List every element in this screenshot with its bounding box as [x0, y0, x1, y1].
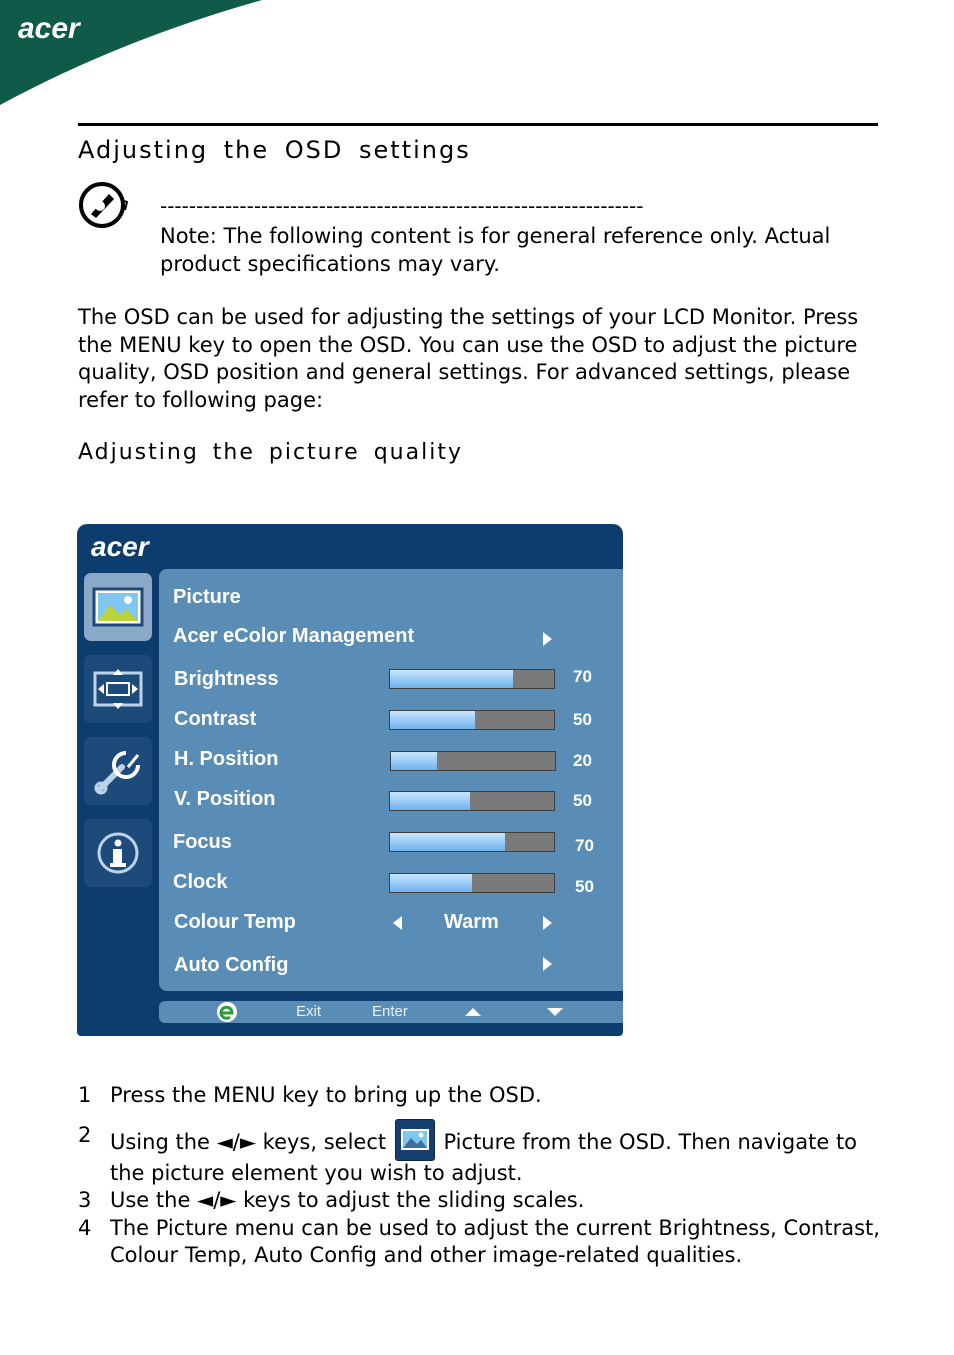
step-text: Use the ◄/► keys to adjust the sliding scales. — [110, 1188, 585, 1212]
exit-button[interactable]: Exit — [296, 1003, 322, 1020]
menu-item-colour-temp[interactable]: Colour Temp — [174, 911, 296, 933]
tab-settings[interactable] — [84, 737, 152, 805]
step-number: 2 — [78, 1123, 92, 1147]
menu-item-brightness[interactable]: Brightness — [174, 668, 279, 690]
menu-item-v-position[interactable]: V. Position — [174, 788, 276, 810]
subsection-title: Adjusting the picture quality — [78, 440, 463, 465]
menu-item-auto-config[interactable]: Auto Config — [174, 954, 289, 976]
empowering-e-icon[interactable] — [215, 1001, 239, 1023]
menu-item-contrast[interactable]: Contrast — [174, 708, 257, 730]
menu-item-clock[interactable]: Clock — [173, 871, 228, 893]
step-number: 1 — [78, 1083, 92, 1107]
h-position-value: 20 — [573, 751, 592, 770]
colour-temp-right-arrow-icon[interactable] — [543, 916, 552, 930]
brightness-slider[interactable] — [389, 669, 555, 689]
note-icon — [78, 180, 130, 230]
picture-icon — [395, 1119, 435, 1161]
auto-config-arrow-icon — [543, 957, 552, 971]
focus-value: 70 — [575, 836, 594, 855]
contrast-value: 50 — [573, 710, 592, 729]
wrench-icon — [92, 745, 144, 797]
step-number: 4 — [78, 1216, 92, 1240]
h-position-slider[interactable] — [390, 751, 556, 771]
step-number: 3 — [78, 1188, 92, 1212]
ecolor-arrow-icon — [543, 632, 552, 646]
osd-panel — [77, 524, 623, 1036]
svg-text:acer: acer — [91, 531, 149, 562]
menu-item-ecolor[interactable]: Acer eColor Management — [173, 625, 415, 647]
contrast-slider[interactable] — [389, 710, 555, 730]
tab-information[interactable] — [84, 819, 152, 887]
picture-menu — [159, 569, 623, 991]
clock-value: 50 — [575, 877, 594, 896]
up-arrow-icon[interactable] — [465, 1008, 481, 1016]
menu-item-focus[interactable]: Focus — [173, 831, 232, 853]
intro-paragraph: The OSD can be used for adjusting the settings of your LCD Monitor. Press the MENU key to open the OSD. You can use the OSD to adjust the picture quality, OSD position and general settings. For advanced settings, please refer to following page: — [78, 305, 859, 412]
down-arrow-icon[interactable] — [547, 1008, 563, 1016]
v-position-slider[interactable] — [389, 791, 555, 811]
menu-item-h-position[interactable]: H. Position — [174, 748, 279, 770]
header-rule — [78, 123, 878, 126]
brightness-value: 70 — [573, 667, 592, 686]
note-text: Note: The following content is for general reference only. Actual product specifications may vary. — [160, 224, 831, 276]
info-icon — [92, 827, 144, 879]
note-divider: ------------------------------------------------------------------- — [160, 194, 644, 218]
enter-button[interactable]: Enter — [372, 1003, 408, 1020]
menu-title: Picture — [173, 586, 241, 608]
acer-corner-banner — [0, 0, 270, 110]
step-text-post: Picture from the OSD. Then navigate to — [443, 1130, 858, 1154]
acer-logo: acer — [18, 12, 80, 45]
step-text-pre: Using the ◄/► keys, select — [110, 1130, 387, 1154]
clock-slider[interactable] — [389, 873, 555, 893]
colour-temp-value: Warm — [444, 911, 499, 933]
osd-acer-logo — [91, 528, 171, 562]
section-title: Adjusting the OSD settings — [78, 136, 471, 164]
colour-temp-left-arrow-icon[interactable] — [393, 916, 402, 930]
picture-icon — [92, 581, 144, 633]
step-text: The Picture menu can be used to adjust the current Brightness, Contrast, Colour Temp, Auto Config and other image-related qualities. — [110, 1216, 880, 1267]
tab-osd-position[interactable] — [84, 655, 152, 723]
step-text: Press the MENU key to bring up the OSD. — [110, 1083, 542, 1107]
v-position-value: 50 — [573, 791, 592, 810]
tab-picture[interactable] — [84, 573, 152, 641]
position-icon — [92, 663, 144, 715]
step-text-cont: the picture element you wish to adjust. — [110, 1161, 523, 1185]
focus-slider[interactable] — [389, 832, 555, 852]
osd-control-bar — [159, 1001, 623, 1023]
